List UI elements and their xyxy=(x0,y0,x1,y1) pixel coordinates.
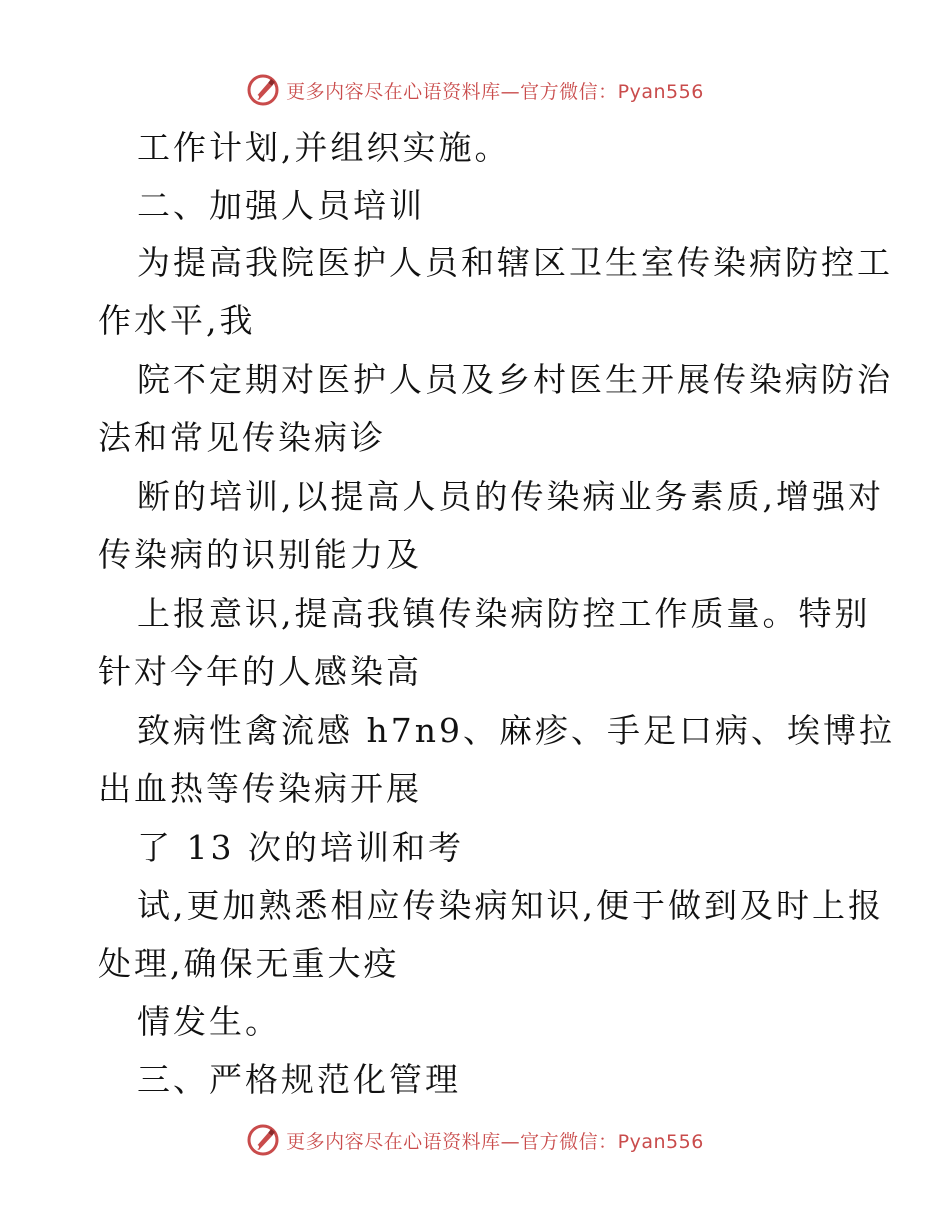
footer-watermark xyxy=(0,1120,950,1160)
text-line: 出血热等传染病开展 xyxy=(98,769,422,808)
watermark-text: 更多内容尽在心语资料库—官方微信：Pyan556 xyxy=(286,80,704,103)
text-line: 处理,确保无重大疫 xyxy=(98,944,400,983)
watermark-group xyxy=(246,1123,704,1157)
text-line: 上报意识,提高我镇传染病防控工作质量。特别 xyxy=(137,594,871,633)
text-line: 作水平,我 xyxy=(98,301,256,340)
pen-logo-icon xyxy=(246,73,280,107)
text-line: 了 13 次的培训和考 xyxy=(137,828,464,867)
text-line: 断的培训,以提高人员的传染病业务素质,增强对 xyxy=(137,477,884,516)
watermark-text: 更多内容尽在心语资料库—官方微信：Pyan556 xyxy=(286,1130,704,1153)
header-watermark xyxy=(0,70,950,110)
text-line: 法和常见传染病诊 xyxy=(98,418,386,457)
watermark-group xyxy=(246,73,704,107)
text-line: 致病性禽流感 h7n9、麻疹、手足口病、埃博拉 xyxy=(137,711,895,750)
text-line: 传染病的识别能力及 xyxy=(98,535,422,574)
text-line: 院不定期对医护人员及乡村医生开展传染病防治 xyxy=(137,360,893,399)
text-line: 工作计划,并组织实施。 xyxy=(137,128,511,167)
text-line: 情发生。 xyxy=(137,1002,281,1041)
pen-logo-icon xyxy=(246,1123,280,1157)
text-line: 针对今年的人感染高 xyxy=(98,652,422,691)
text-line: 试,更加熟悉相应传染病知识,便于做到及时上报 xyxy=(137,886,884,925)
text-line: 为提高我院医护人员和辖区卫生室传染病防控工 xyxy=(137,243,893,282)
section-heading: 二、加强人员培训 xyxy=(137,186,425,225)
section-heading: 三、严格规范化管理 xyxy=(137,1060,461,1099)
